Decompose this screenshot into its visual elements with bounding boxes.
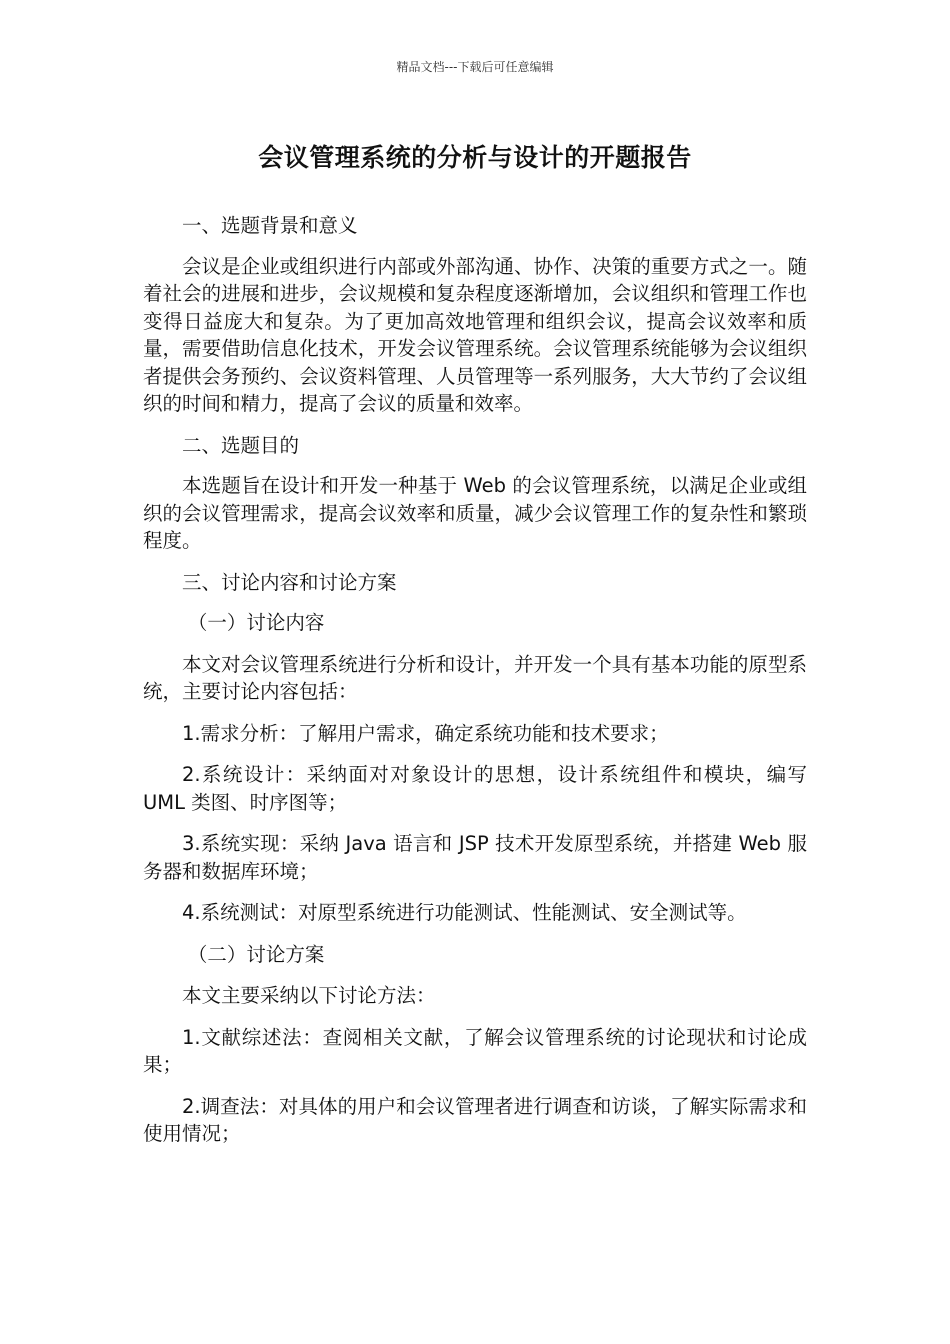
list-item-implementation: 3.系统实现：采纳 Java 语言和 JSP 技术开发原型系统，并搭建 Web 服务器和数据库环境； — [143, 832, 807, 883]
paragraph-purpose: 本选题旨在设计和开发一种基于 Web 的会议管理系统，以满足企业或组织的会议管理需求，提高会议效率和质量，减少会议管理工作的复杂性和繁琐程度。 — [143, 474, 807, 552]
list-item-survey: 2.调查法：对具体的用户和会议管理者进行调查和访谈，了解实际需求和使用情况； — [143, 1094, 807, 1145]
list-item-design: 2.系统设计：采纳面对对象设计的思想，设计系统组件和模块，编写 UML 类图、时序图等； — [143, 763, 807, 814]
section-heading-purpose: 二、选题目的 — [182, 433, 300, 457]
list-item-literature-review: 1.文献综述法：查阅相关文献，了解会议管理系统的讨论现状和讨论成果； — [143, 1025, 807, 1076]
document-title: 会议管理系统的分析与设计的开题报告 — [258, 143, 692, 172]
subheading-research-content: （一）讨论内容 — [187, 611, 325, 634]
paragraph-background: 会议是企业或组织进行内部或外部沟通、协作、决策的重要方式之一。随着社会的进展和进步，会议规模和复杂程度逐渐增加，会议组织和管理工作也变得日益庞大和复杂。为了更加高效地管理和组织会议，提高会议效率和质量，需要借助信息化技术，开发会议管理系统。会议管理系统能够为会议组织者提供会务预约、会议资料管理、人员管理等一系列服务，大大节约了会议组织的时间和精力，提高了会议的质量和效率。 — [143, 254, 807, 415]
subheading-research-plan: （二）讨论方案 — [187, 942, 325, 966]
section-heading-research: 三、讨论内容和讨论方案 — [182, 570, 397, 594]
section-heading-background: 一、选题背景和意义 — [182, 214, 358, 237]
list-item-requirements: 1.需求分析：了解用户需求，确定系统功能和技术要求； — [182, 721, 669, 745]
paragraph-methods-intro: 本文主要采纳以下讨论方法： — [182, 984, 436, 1007]
list-item-testing: 4.系统测试：对原型系统进行功能测试、性能测试、安全测试等。 — [182, 901, 747, 924]
document-body — [143, 212, 807, 1162]
paragraph-research-intro: 本文对会议管理系统进行分析和设计，并开发一个具有基本功能的原型系统，主要讨论内容包括： — [143, 652, 807, 703]
header-note: 精品文档---下载后可任意编辑 — [396, 60, 554, 74]
